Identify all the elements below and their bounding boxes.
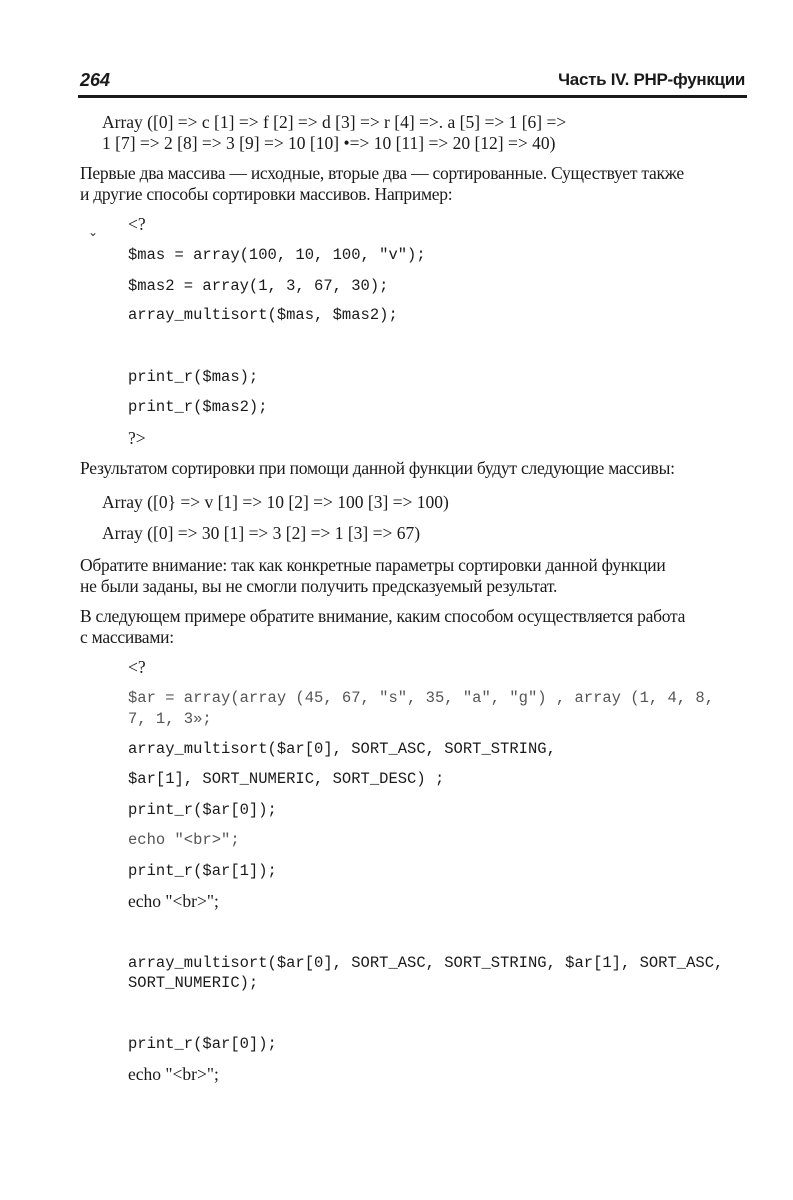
paragraph-1-line-2: и другие способы сортировки массивов. Например: — [80, 184, 453, 204]
paragraph-3-line-2: не были заданы, вы не смогли получить предсказуемый результат. — [80, 576, 558, 596]
paragraph-4-line-1: В следующем примере обратите внимание, каким способом осуществляется работа — [80, 606, 686, 626]
header-rule — [78, 95, 747, 98]
code-line: $ar[1], SORT_NUMERIC, SORT_DESC) ; — [128, 770, 445, 788]
code-line: echo "<br>"; — [128, 1064, 219, 1084]
code-line: print_r($mas); — [128, 368, 259, 386]
code-line: $mas = array(100, 10, 100, "v"); — [128, 246, 426, 264]
paragraph-3-line-1: Обратите внимание: так как конкретные параметры сортировки данной функции — [80, 555, 666, 575]
code-line: print_r($ar[1]); — [128, 862, 277, 880]
code-line: print_r($ar[0]); — [128, 801, 277, 819]
paragraph-2: Результатом сортировки при помощи данной функции будут следующие массивы: — [80, 458, 675, 478]
code-line: 7, 1, 3»; — [128, 710, 212, 728]
running-header: Часть IV. PHP-функции — [558, 70, 745, 89]
code-line: array_multisort($ar[0], SORT_ASC, SORT_STRING, — [128, 740, 556, 758]
paragraph-1-line-1: Первые два массива — исходные, вторые два — сортированные. Существует также — [80, 163, 684, 183]
output-array-line-1: Array ([0] => c [1] => f [2] => d [3] => r [4] =>. a [5] => 1 [6] => — [102, 112, 567, 132]
paragraph-4-line-2: с массивами: — [80, 627, 174, 647]
code-line: print_r($ar[0]); — [128, 1035, 277, 1053]
code-line: echo "<br>"; — [128, 891, 219, 911]
code-line: ?> — [128, 428, 146, 448]
code-line: <? — [128, 657, 146, 677]
code-line: array_multisort($ar[0], SORT_ASC, SORT_STRING, $ar[1], SORT_ASC, — [128, 954, 724, 972]
code-line: $mas2 = array(1, 3, 67, 30); — [128, 277, 389, 295]
code-line: <? — [128, 214, 146, 234]
code-line: $ar = array(array (45, 67, "s", 35, "a", "g") , array (1, 4, 8, — [128, 689, 714, 707]
code-line: SORT_NUMERIC); — [128, 974, 259, 992]
output-array-line-2: 1 [7] => 2 [8] => 3 [9] => 10 [10] •=> 10 [11] => 20 [12] => 40) — [102, 133, 556, 153]
page-number: 264 — [80, 70, 111, 90]
code-line: echo "<br>"; — [128, 831, 240, 849]
code-line: print_r($mas2); — [128, 398, 268, 416]
result-array-1: Array ([0} => v [1] => 10 [2] => 100 [3] => 100) — [102, 492, 449, 512]
code-line: array_multisort($mas, $mas2); — [128, 306, 398, 324]
result-array-2: Array ([0] => 30 [1] => 3 [2] => 1 [3] => 67) — [102, 523, 421, 543]
bullet-mark: ⌄ — [88, 225, 99, 239]
